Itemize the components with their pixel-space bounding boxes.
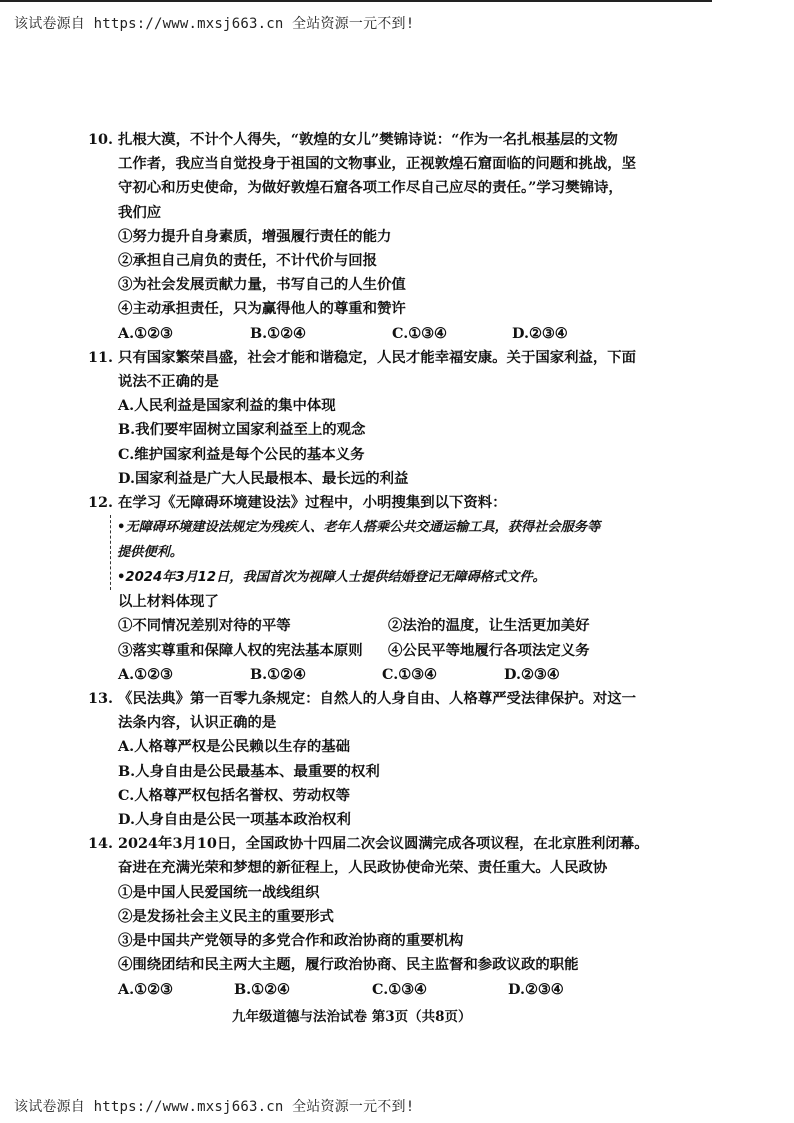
- question-number: 12.: [88, 494, 114, 512]
- question-stem-line: 只有国家繁荣昌盛，社会才能和谐稳定，人民才能幸福安康。关于国家利益，下面: [118, 348, 637, 366]
- choice-a: A.①②③: [118, 324, 173, 342]
- question-11: [88, 346, 688, 491]
- material-box: [110, 515, 688, 590]
- watermark-footer: 该试卷源自 https://www.mxsj663.cn 全站资源一元不到!: [14, 1099, 415, 1115]
- choice-c: C.①③④: [382, 665, 437, 683]
- choice-a: A.人民利益是国家利益的集中体现: [118, 397, 336, 415]
- statement-option: ②是发扬社会主义民主的重要形式: [118, 907, 334, 925]
- question-number: 13.: [88, 690, 114, 708]
- statement-option: ④主动承担责任，只为赢得他人的尊重和赞许: [118, 300, 406, 318]
- question-stem-line: 我们应: [118, 203, 162, 221]
- statement-option: ①是中国人民爱国统一战线组织: [118, 883, 320, 901]
- answer-choices: [118, 978, 688, 1002]
- choice-a: A.①②③: [118, 665, 173, 683]
- question-stem-line: 工作者，我应当自觉投身于祖国的文物事业，正视敦煌石窟面临的问题和挑战，坚: [118, 155, 637, 173]
- question-lead: 以上材料体现了: [118, 593, 219, 611]
- question-number: 11.: [88, 348, 114, 366]
- choice-b: B.①②④: [234, 980, 290, 998]
- material-line: 提供便利。: [117, 545, 183, 561]
- question-stem-line: 2024年3月10日，全国政协十四届二次会议圆满完成各项议程，在北京胜利闭幕。: [118, 835, 649, 853]
- statement-option: ①努力提升自身素质，增强履行责任的能力: [118, 227, 392, 245]
- choice-c: C.①③④: [372, 980, 427, 998]
- choice-b: B.我们要牢固树立国家利益至上的观念: [118, 421, 366, 439]
- page-footer: 九年级道德与法治试卷 第3页（共8页）: [232, 1009, 472, 1025]
- question-14: [88, 832, 688, 1001]
- question-12: [88, 491, 688, 687]
- question-stem-line: 奋进在充满光荣和梦想的新征程上，人民政协使命光荣、责任重大。人民政协: [118, 859, 608, 877]
- statement-option: ②承担自己肩负的责任，不计代价与回报: [118, 252, 378, 270]
- material-line: •2024年3月12日，我国首次为视障人士提供结婚登记无障碍格式文件。: [117, 570, 546, 586]
- question-number: 14.: [88, 835, 114, 853]
- answer-choices: [118, 663, 688, 687]
- question-stem-line: 守初心和历史使命，为做好敦煌石窟各项工作尽自己应尽的责任。”学习樊锦诗，: [118, 179, 623, 197]
- statement-option: ③为社会发展贡献力量，书写自己的人生价值: [118, 276, 406, 294]
- question-13: [88, 687, 688, 832]
- exam-page: [88, 128, 688, 1002]
- statement-option: ③落实尊重和保障人权的宪法基本原则: [118, 641, 363, 659]
- choice-d: D.人身自由是公民一项基本政治权利: [118, 811, 351, 829]
- answer-choices: [118, 322, 688, 346]
- choice-b: B.①②④: [250, 665, 306, 683]
- top-border-line: [0, 0, 712, 2]
- choice-d: D.②③④: [504, 665, 560, 683]
- question-stem-line: 《民法典》第一百零九条规定：自然人的人身自由、人格尊严受法律保护。对这一: [118, 690, 637, 708]
- question-stem-line: 扎根大漠，不计个人得失，“敦煌的女儿”樊锦诗说：“作为一名扎根基层的文物: [118, 131, 618, 148]
- choice-d: D.国家利益是广大人民最根本、最长远的利益: [118, 469, 409, 487]
- statement-row: [118, 614, 688, 638]
- statement-option: ③是中国共产党领导的多党合作和政治协商的重要机构: [118, 932, 464, 950]
- choice-d: D.②③④: [508, 980, 564, 998]
- statement-option: ④围绕团结和民主两大主题，履行政治协商、民主监督和参政议政的职能: [118, 956, 579, 974]
- question-stem-line: 法条内容，认识正确的是: [118, 714, 277, 732]
- choice-b: B.①②④: [250, 324, 306, 342]
- question-10: [88, 128, 688, 346]
- choice-c: C.①③④: [392, 324, 447, 342]
- statement-row: [118, 639, 688, 663]
- question-number: 10.: [88, 131, 114, 148]
- choice-d: D.②③④: [512, 324, 568, 342]
- question-stem-line: 在学习《无障碍环境建设法》过程中，小明搜集到以下资料：: [118, 494, 507, 512]
- statement-option: ④公民平等地履行各项法定义务: [388, 641, 590, 659]
- material-line: •无障碍环境建设法规定为残疾人、老年人搭乘公共交通运输工具，获得社会服务等: [117, 520, 601, 536]
- choice-a: A.①②③: [118, 980, 173, 998]
- choice-c: C.维护国家利益是每个公民的基本义务: [118, 445, 365, 463]
- watermark-header: 该试卷源自 https://www.mxsj663.cn 全站资源一元不到!: [14, 16, 415, 32]
- choice-c: C.人格尊严权包括名誉权、劳动权等: [118, 786, 351, 804]
- question-stem-line: 说法不正确的是: [118, 373, 219, 391]
- choice-a: A.人格尊严权是公民赖以生存的基础: [118, 738, 351, 756]
- statement-option: ①不同情况差别对待的平等: [118, 617, 291, 635]
- choice-b: B.人身自由是公民最基本、最重要的权利: [118, 762, 380, 780]
- statement-option: ②法治的温度，让生活更加美好: [388, 617, 590, 635]
